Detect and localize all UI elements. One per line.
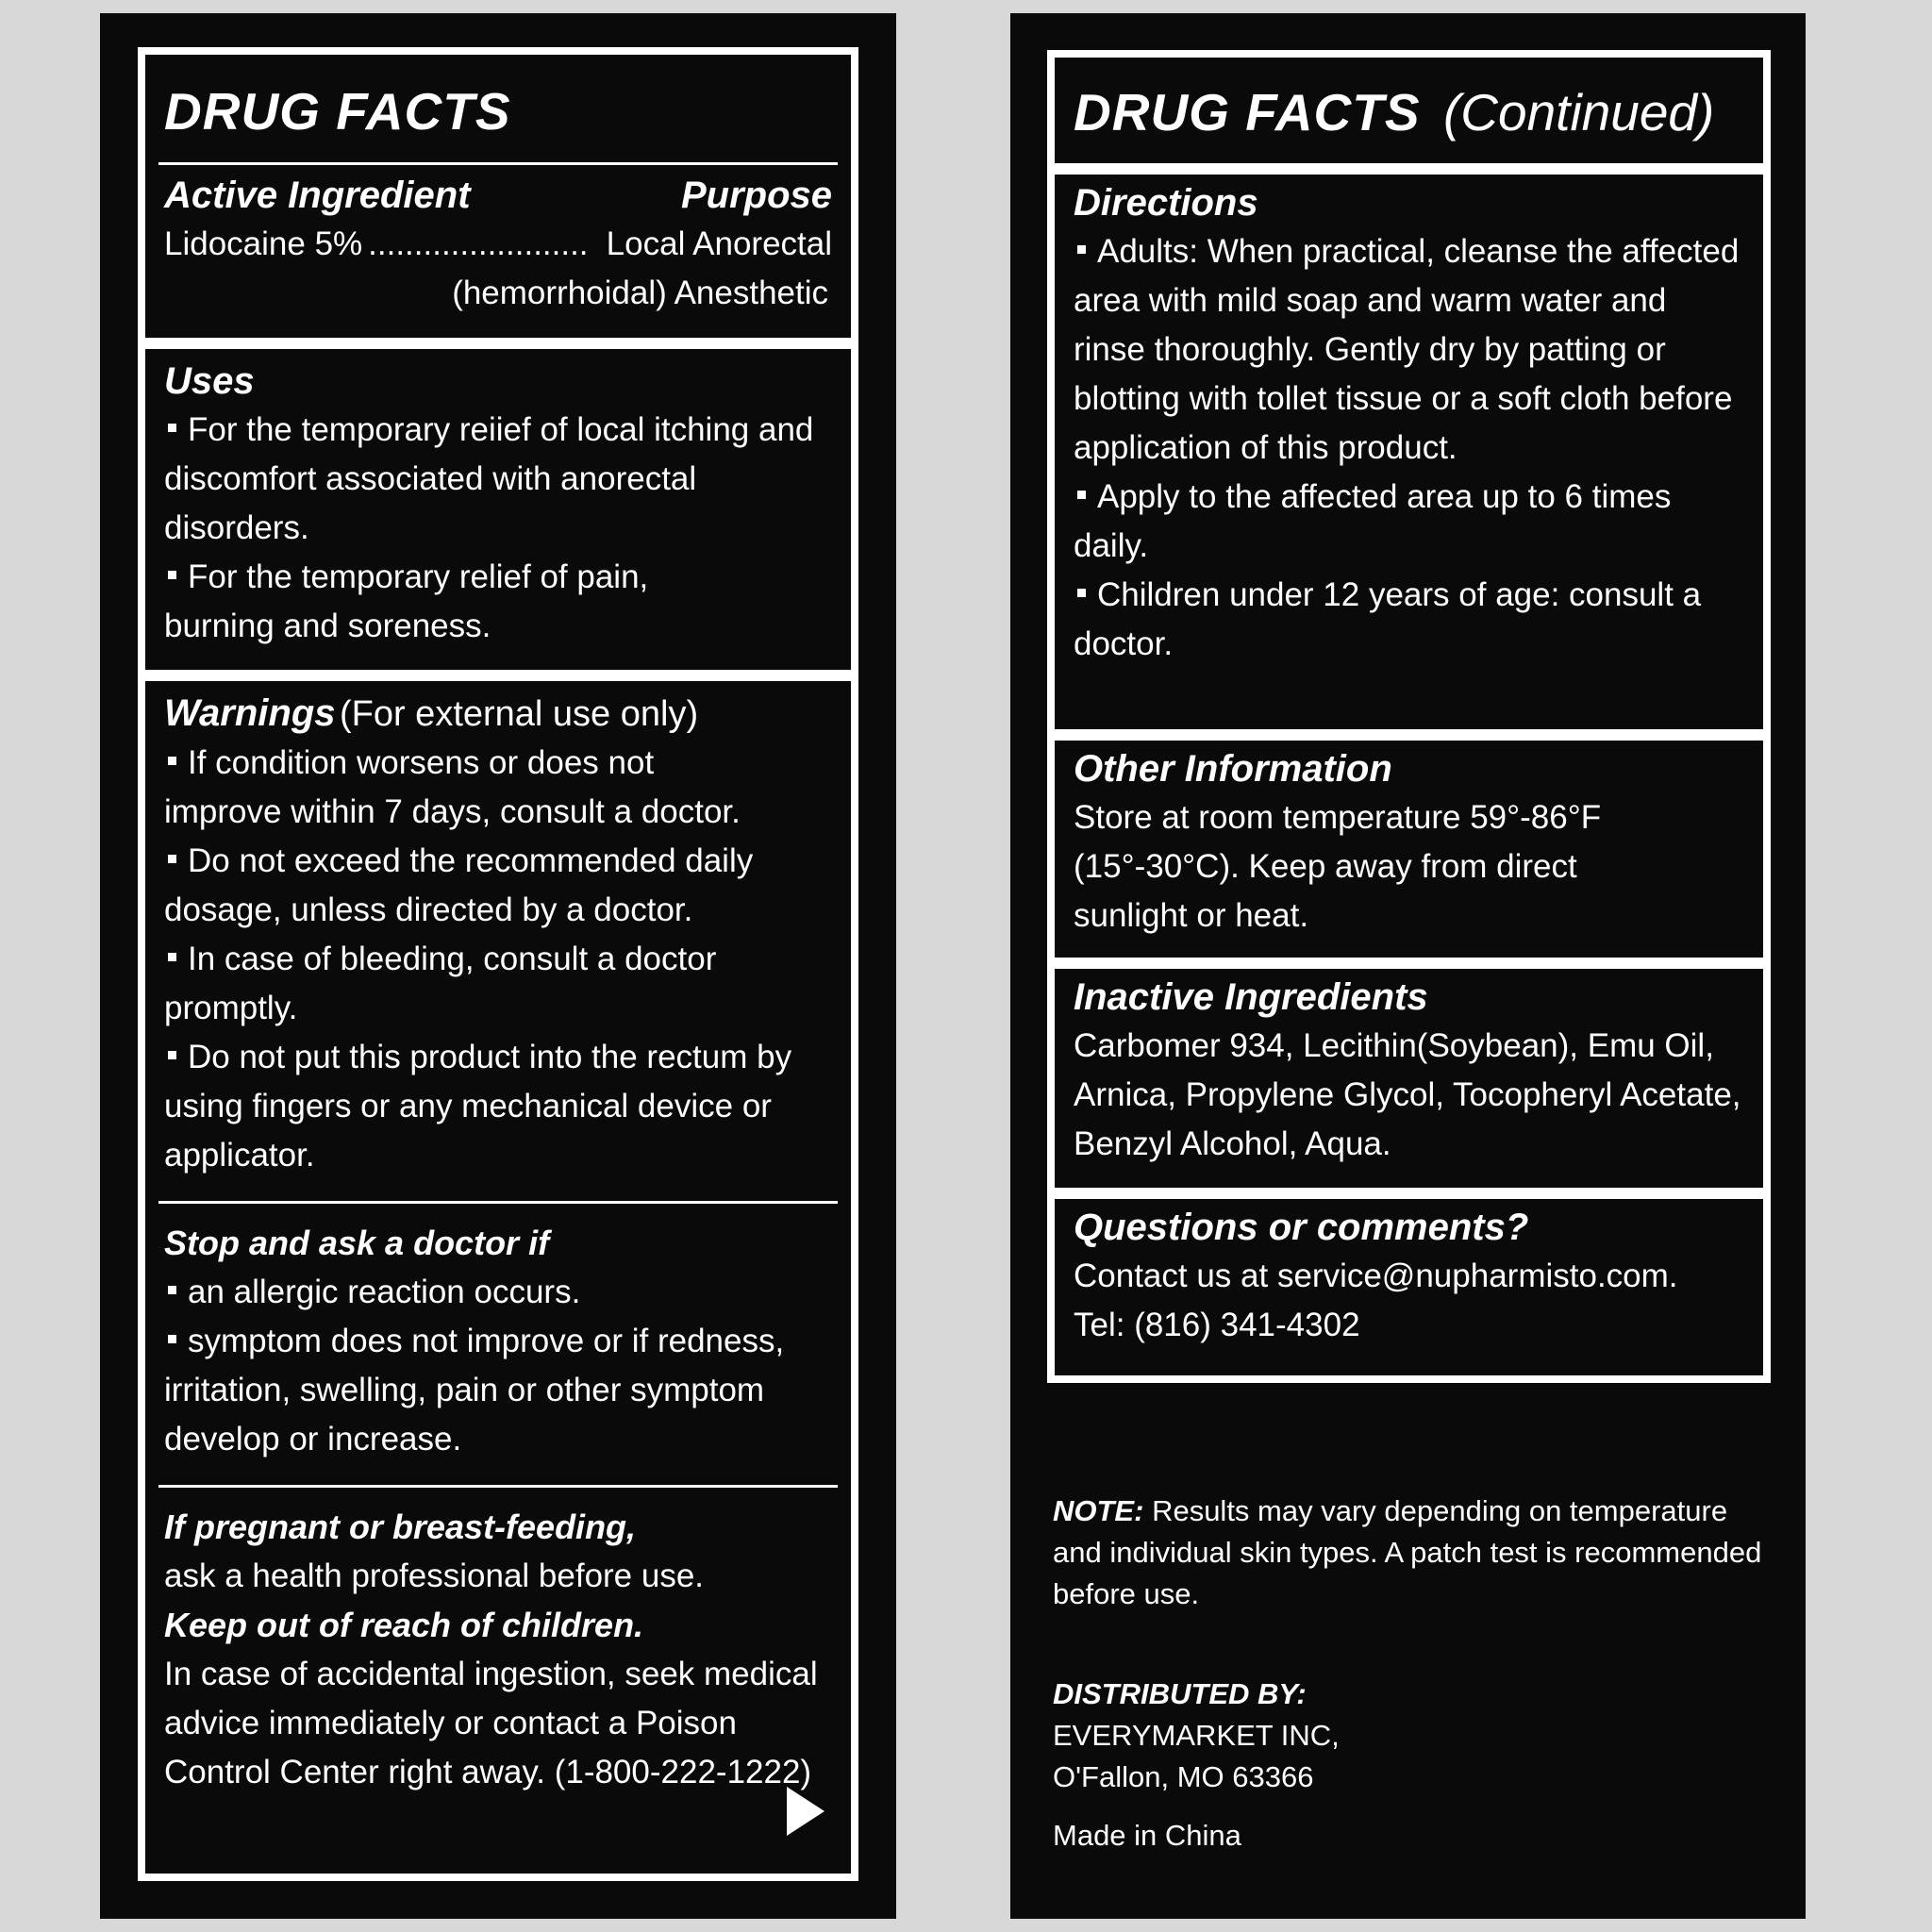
contact-phone-line: Tel: (816) 341-4302 xyxy=(1074,1307,1360,1343)
inactive-ingredients-text: Carbomer 934, Lecithin(Soybean), Emu Oil, Arnica, Propylene Glycol, Tocopheryl Acetate, Benzyl Alcohol, Aqua. xyxy=(1074,1027,1741,1162)
continued-label: (Continued) xyxy=(1442,83,1715,142)
questions-section xyxy=(1055,1199,1763,1375)
warning-item: Do not exceed the recommended daily dosage, unless directed by a doctor. xyxy=(164,837,851,935)
warnings-section xyxy=(145,681,851,1874)
stop-item: an allergic reaction occurs. xyxy=(164,1268,851,1317)
drug-facts-panel-left xyxy=(100,13,896,1919)
inactive-ingredients-section xyxy=(1055,969,1763,1188)
drug-facts-continued-frame xyxy=(1047,50,1771,1383)
made-in-text: Made in China xyxy=(1053,1819,1241,1852)
drug-facts-title: DRUG FACTS xyxy=(1074,83,1421,142)
drug-facts-title: DRUG FACTS xyxy=(164,82,511,141)
active-ingredient-heading: Active Ingredient xyxy=(164,175,471,216)
direction-item: Children under 12 years of age: consult a doctor. xyxy=(1074,571,1763,669)
directions-section xyxy=(1055,175,1763,729)
questions-heading: Questions or comments? xyxy=(1074,1207,1529,1248)
drug-facts-frame xyxy=(138,47,858,1881)
distributor-block xyxy=(1053,1674,1770,1857)
other-information-section xyxy=(1055,741,1763,958)
uses-item: For the temporary reiief of local itching and discomfort associated with anorectal disorders. xyxy=(164,406,851,553)
note-label: NOTE: xyxy=(1053,1494,1144,1527)
distributor-address: O'Fallon, MO 63366 xyxy=(1053,1760,1314,1793)
children-heading: Keep out of reach of children. xyxy=(164,1606,644,1644)
directions-heading: Directions xyxy=(1074,182,1258,224)
pregnant-heading: If pregnant or breast-feeding, xyxy=(164,1507,637,1546)
warnings-heading: Warnings xyxy=(164,692,336,734)
uses-item: For the temporary relief of pain, burning and soreness. xyxy=(164,553,851,651)
stop-item: symptom does not improve or if redness, irritation, swelling, pain or other symptom develop or increase. xyxy=(164,1317,851,1464)
warning-item: If condition worsens or does not improve within 7 days, consult a doctor. xyxy=(164,739,851,837)
uses-section xyxy=(145,349,851,670)
play-triangle-icon xyxy=(785,1785,826,1838)
inactive-ingredients-heading: Inactive Ingredients xyxy=(1074,976,1428,1018)
purpose-line2: (hemorrhoidal) Anesthetic xyxy=(452,275,828,311)
direction-item: Apply to the affected area up to 6 times daily. xyxy=(1074,473,1763,571)
drug-facts-panel-right xyxy=(1010,13,1806,1919)
active-ingredient-section xyxy=(145,55,851,338)
note-text: Results may vary depending on temperature and individual skin types. A patch test is recommended before use. xyxy=(1053,1494,1762,1610)
pregnant-text: ask a health professional before use. xyxy=(164,1557,705,1594)
divider xyxy=(158,1201,838,1204)
purpose-heading: Purpose xyxy=(680,175,832,216)
divider xyxy=(158,162,838,165)
warning-item: Do not put this product into the rectum by using fingers or any mechanical device or applicator. xyxy=(164,1033,851,1180)
distributed-by-label: DISTRIBUTED BY: xyxy=(1053,1677,1307,1710)
contact-email-line: Contact us at service@nupharmisto.com. xyxy=(1074,1257,1678,1294)
uses-heading: Uses xyxy=(164,360,255,402)
warnings-subheading: (For external use only) xyxy=(339,694,699,734)
other-information-text: Store at room temperature 59°-86°F (15°-30°C). Keep away from direct sunlight or heat. xyxy=(1074,799,1602,934)
continued-title-section xyxy=(1055,58,1763,163)
dot-leader: ........................ xyxy=(368,225,589,262)
note-block xyxy=(1053,1491,1770,1615)
purpose-line1: Local Anorectal xyxy=(606,225,832,262)
distributor-name: EVERYMARKET INC, xyxy=(1053,1719,1340,1752)
other-information-heading: Other Information xyxy=(1074,748,1392,790)
ingredient-name: Lidocaine 5% xyxy=(164,225,363,262)
divider xyxy=(158,1485,838,1488)
children-text: In case of accidental ingestion, seek medical advice immediately or contact a Poison Control Center right away. (1-800-222-1222) xyxy=(164,1656,818,1790)
direction-item: Adults: When practical, cleanse the affected area with mild soap and warm water and rinse thoroughly. Gently dry by patting or blotting with tollet tissue or a soft cloth before application of this product. xyxy=(1074,227,1763,473)
stop-heading: Stop and ask a doctor if xyxy=(164,1224,550,1262)
warning-item: In case of bleeding, consult a doctor promptly. xyxy=(164,935,851,1033)
